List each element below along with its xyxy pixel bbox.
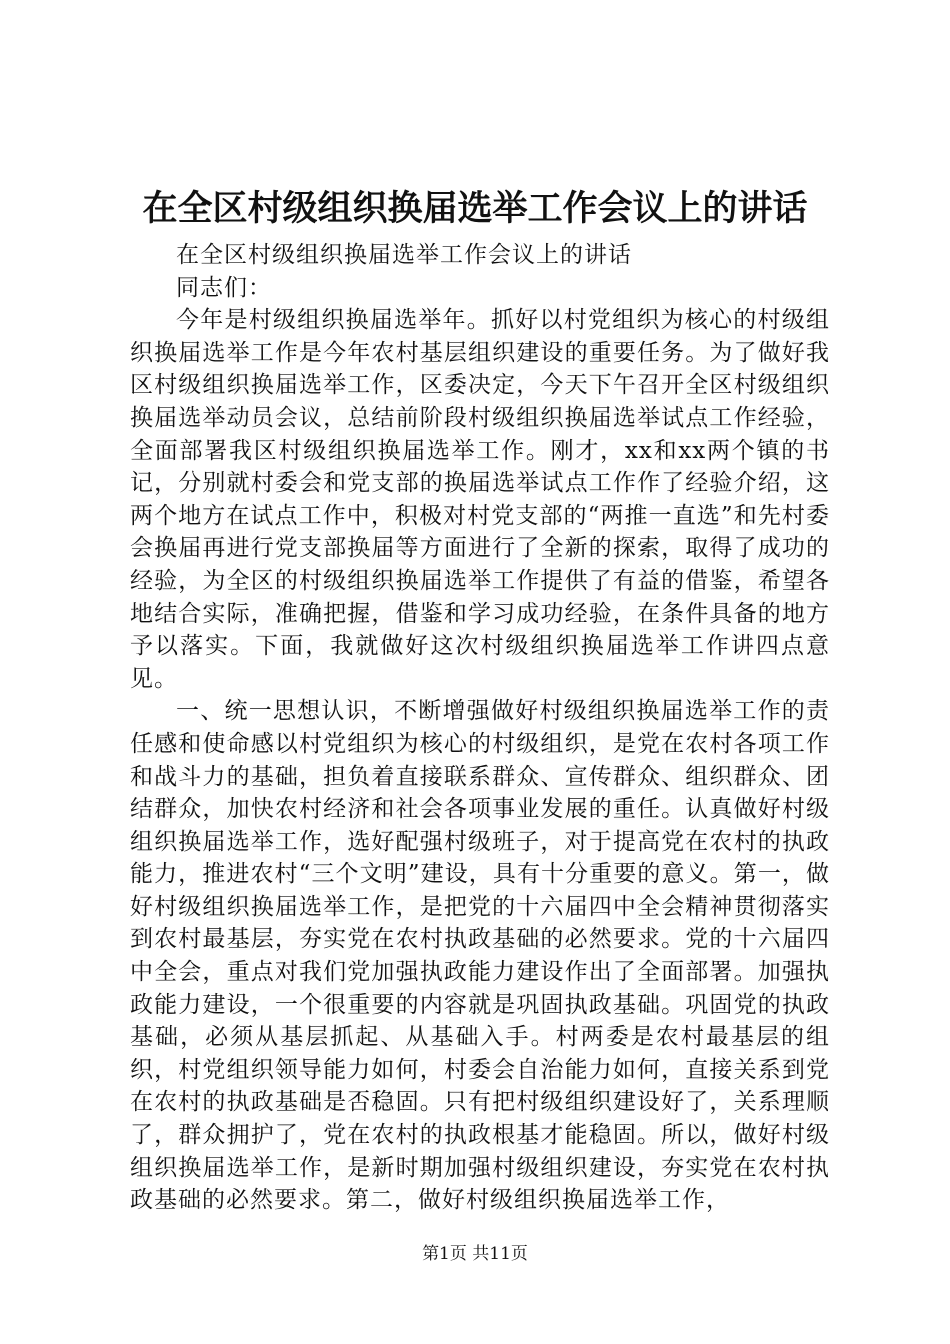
salutation: 同志们：: [176, 274, 272, 301]
document-subtitle: 在全区村级组织换届选举工作会议上的讲话: [176, 242, 632, 268]
document-body: [130, 239, 830, 1217]
page-footer: 第1页 共11页: [422, 1244, 528, 1264]
paragraph-2: 一、统一思想认识，不断增强做好村级组织换届选举工作的责任感和使命感以村党组织为核心的村级组织，是党在农村各项工作和战斗力的基础，担负着直接联系群众、宣传群众、组织群众、团结群众，加快农村经济和社会各项事业发展的重任。认真做好村级组织换届选举工作，选好配强村级班子，对于提高党在农村的执政能力，推进农村“三个文明”建设，具有十分重要的意义。第一，做好村级组织换届选举工作，是把党的十六届四中全会精神贯彻落实到农村最基层，夯实党在农村执政基础的必然要求。党的十六届四中全会，重点对我们党加强执政能力建设作出了全面部署。加强执政能力建设，一个很重要的内容就是巩固执政基础。巩固党的执政基础，必须从基层抓起、从基础入手。村两委是农村最基层的组织，村党组织领导能力如何，村委会自治能力如何，直接关系到党在农村的执政基础是否稳固。只有把村级组织建设好了，关系理顺了，群众拥护了，党在农村的执政根基才能稳固。所以，做好村级组织换届选举工作，是新时期加强村级组织建设，夯实党在农村执政基础的必然要求。第二，做好村级组织换届选举工作，: [130, 698, 830, 1214]
document-title: 在全区村级组织换届选举工作会议上的讲话: [142, 188, 808, 229]
paragraph-1: 今年是村级组织换届选举年。抓好以村党组织为核心的村级组织换届选举工作是今年农村基层组织建设的重要任务。为了做好我区村级组织换届选举工作，区委决定，今天下午召开全区村级组织换届选举动员会议，总结前阶段村级组织换届选举试点工作经验，全面部署我区村级组织换届选举工作。刚才，xx和xx两个镇的书记，分别就村委会和党支部的换届选举试点工作作了经验介绍，这两个地方在试点工作中，积极对村党支部的“两推一直选”和先村委会换届再进行党支部换届等方面进行了全新的探索，取得了成功的经验，为全区的村级组织换届选举工作提供了有益的借鉴，希望各地结合实际，准确把握，借鉴和学习成功经验，在条件具备的地方予以落实。下面，我就做好这次村级组织换届选举工作讲四点意见。: [130, 307, 830, 692]
